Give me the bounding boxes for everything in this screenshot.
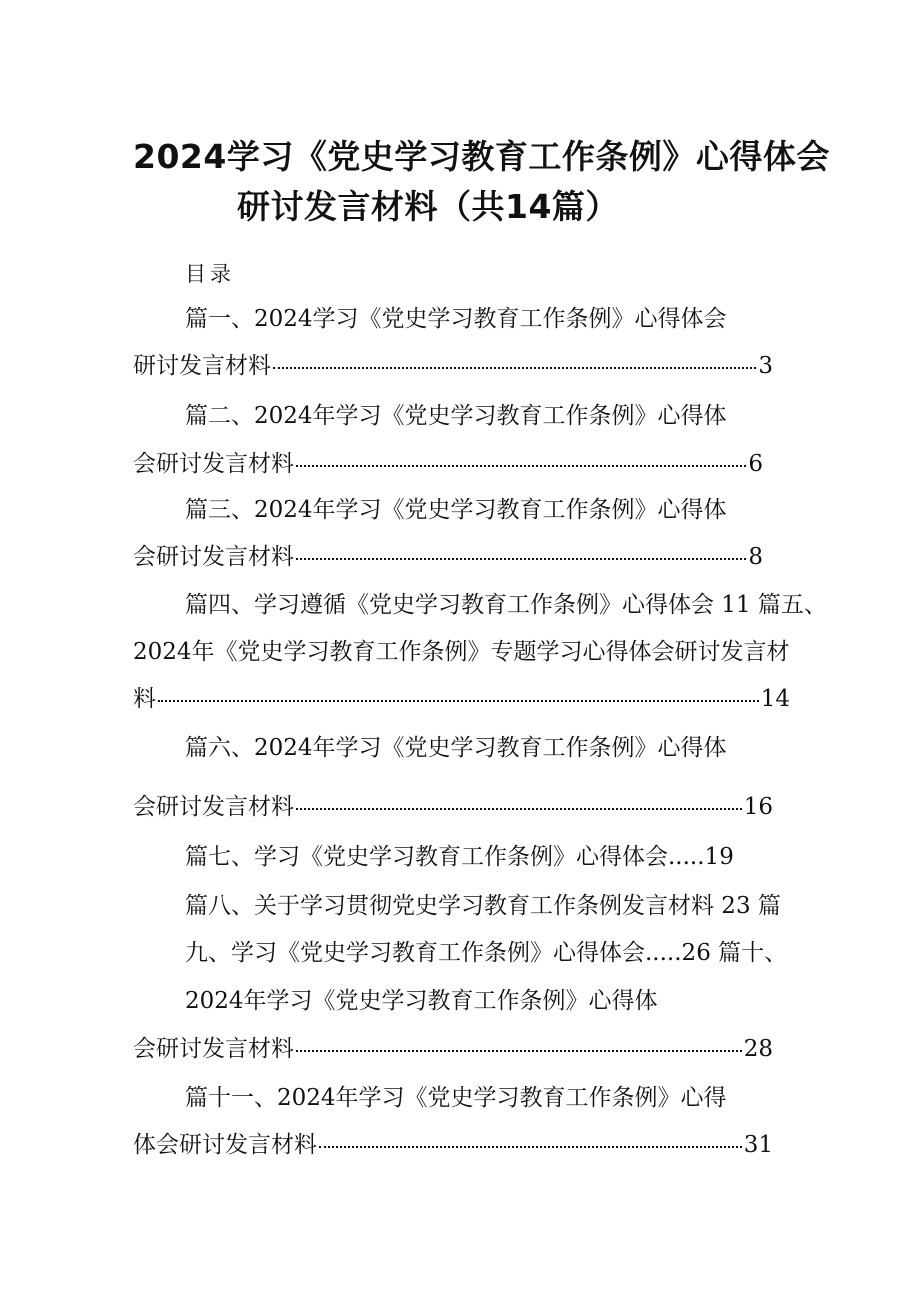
toc-entry-8-line-1: 篇十一、2024年学习《党史学习教育工作条例》心得 xyxy=(185,1085,727,1111)
toc-entry-7-page: 28 xyxy=(743,1036,773,1062)
toc-entry-7-leader-line[interactable] xyxy=(133,1038,773,1061)
toc-entry-7-line-2: 九、学习《党史学习教育工作条例》心得体会.....26 篇十、 xyxy=(185,940,788,966)
toc-entry-7-line-3: 2024年学习《党史学习教育工作条例》心得体 xyxy=(185,988,658,1014)
toc-entry-3-line-2: 会研讨发言材料 xyxy=(133,544,294,570)
toc-entry-1-dot-leader xyxy=(273,367,756,369)
toc-entry-1-line-1: 篇一、2024学习《党史学习教育工作条例》心得体会 xyxy=(185,306,727,332)
toc-entry-3-dot-leader xyxy=(296,558,746,560)
toc-entry-7-line-4: 会研讨发言材料 xyxy=(133,1036,294,1062)
toc-entry-7-dot-leader xyxy=(296,1050,742,1052)
toc-entry-3-page: 8 xyxy=(748,544,763,570)
toc-entry-2-line-1: 篇二、2024年学习《党史学习教育工作条例》心得体 xyxy=(185,403,727,429)
toc-entry-8-page: 31 xyxy=(743,1132,773,1158)
toc-entry-1-page: 3 xyxy=(758,353,773,379)
toc-entry-2-dot-leader xyxy=(296,465,746,467)
toc-label: 目录 xyxy=(185,262,235,286)
toc-entry-5-line-1: 篇六、2024年学习《党史学习教育工作条例》心得体 xyxy=(185,735,727,761)
toc-entry-4-line-1: 篇四、学习遵循《党史学习教育工作条例》心得体会 11 篇五、 xyxy=(185,592,827,618)
toc-entry-3-line-1: 篇三、2024年学习《党史学习教育工作条例》心得体 xyxy=(185,497,727,523)
toc-entry-8-dot-leader xyxy=(319,1146,742,1148)
toc-entry-4-line-2: 2024年《党史学习教育工作条例》专题学习心得体会研讨发言材 xyxy=(133,639,790,665)
toc-entry-5-leader-line[interactable] xyxy=(133,796,773,819)
toc-entry-8-leader-line[interactable] xyxy=(133,1134,773,1157)
toc-entry-4-leader-line[interactable] xyxy=(133,688,790,711)
document-title-line-1: 2024学习《党史学习教育工作条例》心得体会 xyxy=(133,137,830,176)
toc-entry-4-dot-leader xyxy=(158,700,759,702)
toc-entry-1-line-2: 研讨发言材料 xyxy=(133,353,271,379)
toc-entry-2-leader-line[interactable] xyxy=(133,453,763,476)
toc-entry-5-dot-leader xyxy=(296,808,742,810)
toc-entry-3-leader-line[interactable] xyxy=(133,546,763,569)
toc-entry-6-line-1[interactable]: 篇七、学习《党史学习教育工作条例》心得体会.....19 xyxy=(185,844,734,870)
toc-entry-7-line-1: 篇八、关于学习贯彻党史学习教育工作条例发言材料 23 篇 xyxy=(185,893,781,919)
toc-entry-4-page: 14 xyxy=(760,686,790,712)
toc-entry-2-page: 6 xyxy=(748,451,763,477)
toc-entry-5-line-2: 会研讨发言材料 xyxy=(133,794,294,820)
document-title-line-2: 研讨发言材料（共14篇） xyxy=(237,187,619,226)
toc-entry-1-leader-line[interactable] xyxy=(133,355,773,378)
toc-entry-4-line-3: 料 xyxy=(133,686,156,712)
toc-entry-5-page: 16 xyxy=(743,794,773,820)
toc-entry-8-line-2: 体会研讨发言材料 xyxy=(133,1132,317,1158)
toc-entry-2-line-2: 会研讨发言材料 xyxy=(133,451,294,477)
